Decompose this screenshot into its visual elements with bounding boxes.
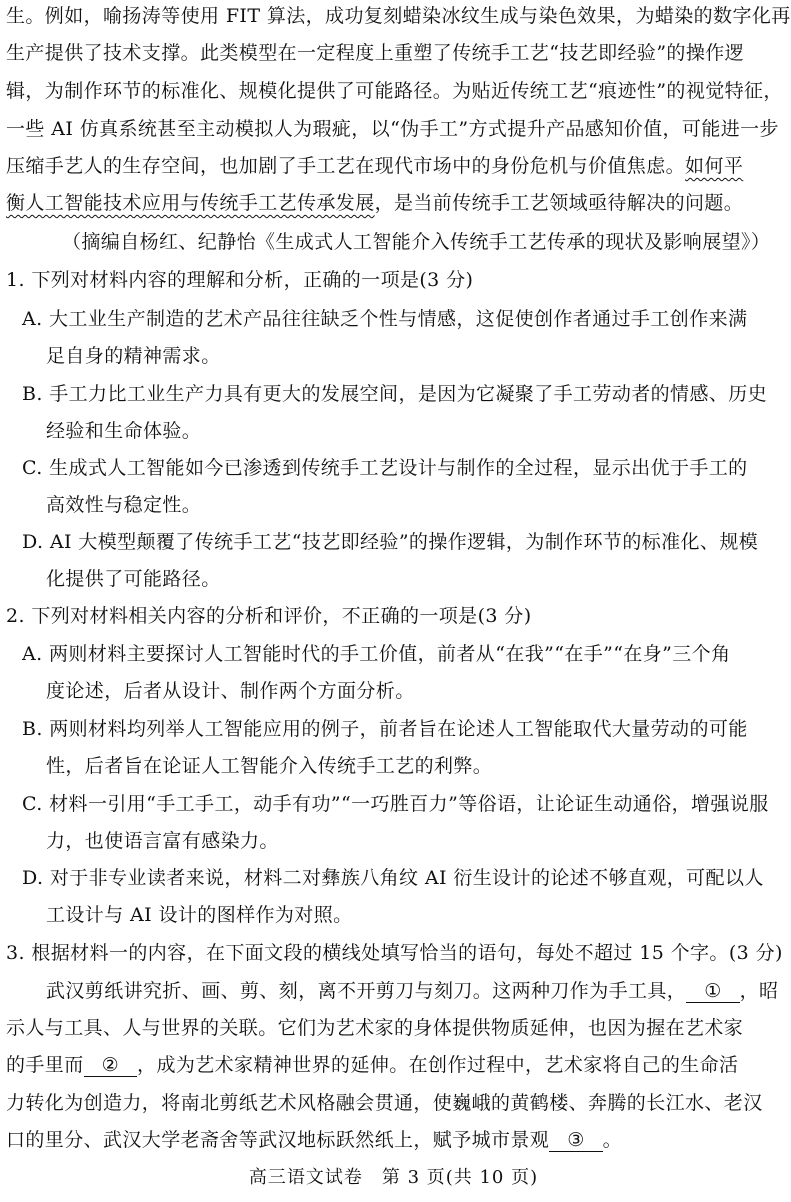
- q3-passage-line: [6, 1126, 765, 1154]
- q3-text: 武汉剪纸讲究折、画、剪、刻，离不开剪刀与刻刀。这两种刀作为手工具，: [46, 980, 687, 1002]
- q1-option-a: A. 大工业生产制造的艺术产品往往缺乏个性与情感，这促使创作者通过手工创作来满: [22, 308, 748, 330]
- source-citation: （摘编自杨红、纪静怡《生成式人工智能介入传统手工艺传承的现状及影响展望》）: [62, 231, 771, 253]
- q2-option-c: C. 材料一引用“手工手工，动手有功”“一巧胜百力”等俗语，让论证生动通俗，增强说服: [22, 793, 769, 815]
- passage-line: 生。例如，喻扬涛等使用 FIT 算法，成功复刻蜡染冰纹生成与染色效果，为蜡染的数字化再: [6, 5, 791, 27]
- q3-text: 。: [602, 1129, 623, 1151]
- q2-option-d-cont: 工设计与 AI 设计的图样作为对照。: [46, 904, 353, 926]
- passage-line: 生产提供了技术支撑。此类模型在一定程度上重塑了传统手工艺“技艺即经验”的操作逻: [6, 42, 745, 64]
- blank-1[interactable]: ①: [686, 980, 739, 1003]
- q1-option-b-cont: 经验和生命体验。: [46, 420, 202, 442]
- page-footer: 高三语文试卷 第 3 页(共 10 页): [248, 1167, 539, 1188]
- q1-option-c-cont: 高效性与稳定性。: [46, 494, 202, 516]
- q2-option-b: B. 两则材料均列举人工智能应用的例子，前者旨在论述人工智能取代大量劳动的可能: [22, 718, 748, 740]
- q1-option-d-cont: 化提供了可能路径。: [46, 568, 221, 590]
- question-2-stem: 2. 下列对材料相关内容的分析和评价，不正确的一项是(3 分): [6, 605, 532, 627]
- blank-3[interactable]: ③: [549, 1129, 602, 1152]
- passage-line: [6, 189, 765, 217]
- q1-option-a-cont: 足自身的精神需求。: [46, 345, 221, 367]
- question-3-stem: 3. 根据材料一的内容，在下面文段的横线处填写恰当的语句，每处不超过 15 个字。(3 分): [6, 942, 783, 964]
- q3-text: 的手里而: [6, 1054, 84, 1076]
- passage-line: 一些 AI 仿真系统甚至主动模拟人为瑕疵，以“伪手工”方式提升产品感知价值，可能进一步: [6, 118, 779, 140]
- q2-option-b-cont: 性，后者旨在论证人工智能介入传统手工艺的利弊。: [46, 755, 493, 777]
- q2-option-a: A. 两则材料主要探讨人工智能时代的手工价值，前者从“在我”“在手”“在身”三个角: [22, 643, 731, 665]
- q1-option-c: C. 生成式人工智能如今已渗透到传统手工艺设计与制作的全过程，显示出优于手工的: [22, 457, 748, 479]
- q3-text: ，成为艺术家精神世界的延伸。在创作过程中，艺术家将自己的生命活: [137, 1054, 739, 1076]
- q2-option-d: D. 对于非专业读者来说，材料二对彝族八角纹 AI 衍生设计的论述不够直观，可配以人: [22, 867, 764, 889]
- wavy-underlined-text: 衡人工智能技术应用与传统手工艺传承发展: [6, 192, 375, 214]
- q3-text: ，昭: [739, 980, 779, 1002]
- question-1-stem: 1. 下列对材料内容的理解和分析，正确的一项是(3 分): [6, 269, 474, 291]
- q2-option-c-cont: 力，也使语言富有感染力。: [46, 830, 279, 852]
- q3-text: 口的里分、武汉大学老斋舍等武汉地标跃然纸上，赋予城市景观: [6, 1129, 550, 1151]
- q2-option-a-cont: 度论述，后者从设计、制作两个方面分析。: [46, 680, 415, 702]
- q3-passage-line: 力转化为创造力，将南北剪纸艺术风格融会贯通，使巍峨的黄鹤楼、奔腾的长江水、老汉: [6, 1092, 763, 1114]
- blank-2[interactable]: ②: [84, 1054, 137, 1077]
- passage-line: [6, 152, 765, 180]
- q3-passage-line: [6, 977, 779, 1005]
- passage-text: 压缩手艺人的生存空间，也加剧了手工艺在现代市场中的身份危机与价值焦虑。: [6, 155, 686, 177]
- q1-option-b: B. 手工力比工业生产力具有更大的发展空间，是因为它凝聚了手工劳动者的情感、历史: [22, 383, 768, 405]
- wavy-underlined-text: 如何平: [685, 155, 744, 177]
- passage-text: ，是当前传统手工艺领域亟待解决的问题。: [374, 192, 744, 214]
- q3-passage-line: [6, 1051, 765, 1079]
- passage-line: 辑，为制作环节的标准化、规模化提供了可能路径。为贴近传统工艺“痕迹性”的视觉特征，: [6, 80, 783, 102]
- q1-option-d: D. AI 大模型颠覆了传统手工艺“技艺即经验”的操作逻辑，为制作环节的标准化、规模: [22, 531, 759, 553]
- q3-passage-line: 示人与工具、人与世界的关联。它们为艺术家的身体提供物质延伸，也因为握在艺术家: [6, 1017, 744, 1039]
